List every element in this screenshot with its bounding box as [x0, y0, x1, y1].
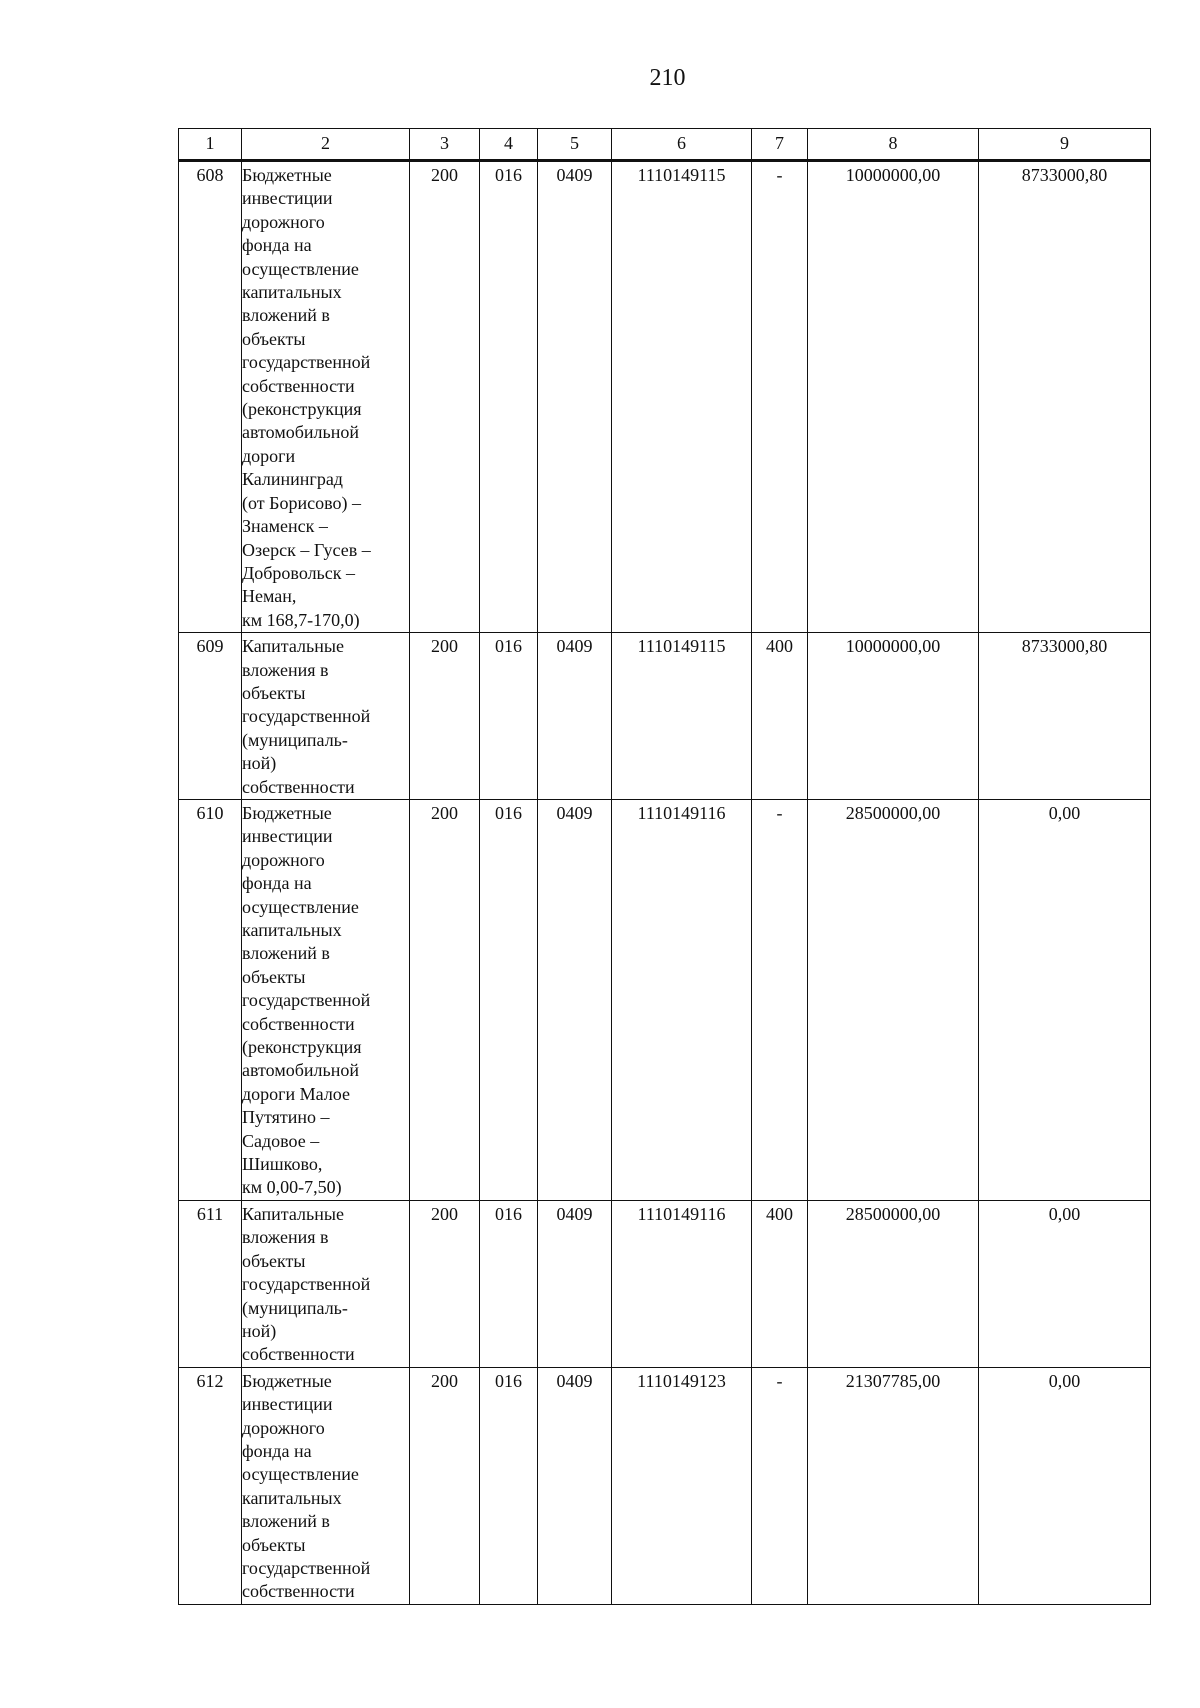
description-line: (реконструкция: [242, 1037, 362, 1058]
description-line: (муниципаль-: [242, 729, 348, 750]
description-line: ной): [242, 753, 277, 774]
description-line: объекты: [242, 1250, 306, 1271]
department-code-cell: 016: [480, 1200, 538, 1367]
row-number-cell: 610: [179, 799, 242, 1200]
description-line: (муниципаль-: [242, 1297, 348, 1318]
description-line: собственности: [242, 1581, 355, 1602]
description-line: собственности: [242, 1344, 355, 1365]
description-line: инвестиции: [242, 188, 333, 209]
section-code-cell: 0409: [538, 633, 612, 800]
description-line: ной): [242, 1320, 277, 1341]
executed-amount-cell: 8733000,80: [979, 161, 1151, 633]
expense-type-cell: -: [752, 799, 808, 1200]
column-header: 6: [612, 129, 752, 161]
description-line: Неман,: [242, 586, 297, 607]
expense-type-cell: 400: [752, 1200, 808, 1367]
column-header: 7: [752, 129, 808, 161]
description-line: (реконструкция: [242, 399, 362, 420]
target-article-cell: 1110149116: [612, 1200, 752, 1367]
description-line: автомобильной: [242, 422, 359, 443]
description-line: вложения в: [242, 1227, 329, 1248]
ministry-code-cell: 200: [410, 633, 480, 800]
description-line: объекты: [242, 966, 306, 987]
description-line: фонда на: [242, 1440, 312, 1461]
description-line: объекты: [242, 328, 306, 349]
description-line: дороги Малое: [242, 1083, 351, 1104]
description-line: (от Борисово) –: [242, 492, 361, 513]
description-line: дороги: [242, 445, 296, 466]
section-code-cell: 0409: [538, 1200, 612, 1367]
description-line: государственной: [242, 1274, 371, 1295]
expense-type-cell: -: [752, 1367, 808, 1604]
planned-amount-cell: 28500000,00: [808, 1200, 979, 1367]
description-line: Шишково,: [242, 1154, 323, 1175]
planned-amount-cell: 21307785,00: [808, 1367, 979, 1604]
executed-amount-cell: 0,00: [979, 799, 1151, 1200]
description-cell: [242, 799, 410, 1200]
planned-amount-cell: 28500000,00: [808, 799, 979, 1200]
column-header: 5: [538, 129, 612, 161]
section-code-cell: 0409: [538, 799, 612, 1200]
description-line: инвестиции: [242, 1394, 333, 1415]
column-header: 1: [179, 129, 242, 161]
description-line: вложений в: [242, 1511, 330, 1532]
table-row: [179, 799, 1151, 1200]
ministry-code-cell: 200: [410, 161, 480, 633]
row-number-cell: 611: [179, 1200, 242, 1367]
description-line: Садовое –: [242, 1130, 320, 1151]
description-line: капитальных: [242, 282, 342, 303]
target-article-cell: 1110149116: [612, 799, 752, 1200]
description-line: автомобильной: [242, 1060, 359, 1081]
executed-amount-cell: 0,00: [979, 1200, 1151, 1367]
table-row: [179, 1367, 1151, 1604]
column-header: 2: [242, 129, 410, 161]
description-line: осуществление: [242, 1464, 359, 1485]
department-code-cell: 016: [480, 1367, 538, 1604]
expense-type-cell: 400: [752, 633, 808, 800]
page-number: 210: [649, 65, 686, 91]
description-line: км 0,00-7,50): [242, 1177, 342, 1198]
ministry-code-cell: 200: [410, 799, 480, 1200]
description-line: вложения в: [242, 659, 329, 680]
description-line: Бюджетные: [242, 165, 332, 185]
table-header-row: [179, 129, 1151, 161]
description-line: государственной: [242, 990, 371, 1011]
description-line: дорожного: [242, 1417, 325, 1438]
description-line: км 168,7-170,0): [242, 609, 360, 630]
target-article-cell: 1110149123: [612, 1367, 752, 1604]
description-line: осуществление: [242, 896, 359, 917]
description-line: объекты: [242, 682, 306, 703]
description-line: фонда на: [242, 235, 312, 256]
description-line: вложений в: [242, 305, 330, 326]
column-header: 8: [808, 129, 979, 161]
ministry-code-cell: 200: [410, 1200, 480, 1367]
row-number-cell: 609: [179, 633, 242, 800]
column-header: 9: [979, 129, 1151, 161]
target-article-cell: 1110149115: [612, 161, 752, 633]
ministry-code-cell: 200: [410, 1367, 480, 1604]
description-line: Бюджетные: [242, 802, 332, 823]
description-cell: [242, 633, 410, 800]
description-line: инвестиции: [242, 826, 333, 847]
description-line: государственной: [242, 1557, 371, 1578]
description-line: государственной: [242, 352, 371, 373]
description-line: государственной: [242, 706, 371, 727]
description-line: объекты: [242, 1534, 306, 1555]
planned-amount-cell: 10000000,00: [808, 633, 979, 800]
description-line: собственности: [242, 1013, 355, 1034]
description-line: Озерск – Гусев –: [242, 539, 371, 560]
section-code-cell: 0409: [538, 161, 612, 633]
department-code-cell: 016: [480, 799, 538, 1200]
description-line: Знаменск –: [242, 516, 328, 537]
executed-amount-cell: 0,00: [979, 1367, 1151, 1604]
row-number-cell: 608: [179, 161, 242, 633]
budget-table: [178, 128, 1151, 1605]
section-code-cell: 0409: [538, 1367, 612, 1604]
target-article-cell: 1110149115: [612, 633, 752, 800]
table-row: [179, 1200, 1151, 1367]
description-line: Капитальные: [242, 1203, 344, 1224]
description-cell: [242, 1200, 410, 1367]
table-row: [179, 633, 1151, 800]
row-number-cell: 612: [179, 1367, 242, 1604]
department-code-cell: 016: [480, 633, 538, 800]
description-cell: [242, 161, 410, 633]
table-row: [179, 161, 1151, 633]
description-line: дорожного: [242, 211, 325, 232]
description-line: собственности: [242, 375, 355, 396]
description-line: Бюджетные: [242, 1370, 332, 1391]
description-line: Путятино –: [242, 1107, 330, 1128]
description-line: Калининград: [242, 469, 343, 490]
description-line: вложений в: [242, 943, 330, 964]
description-line: капитальных: [242, 920, 342, 940]
executed-amount-cell: 8733000,80: [979, 633, 1151, 800]
description-line: Добровольск –: [242, 562, 356, 583]
planned-amount-cell: 10000000,00: [808, 161, 979, 633]
description-line: собственности: [242, 776, 355, 797]
description-cell: [242, 1367, 410, 1604]
description-line: осуществление: [242, 258, 359, 279]
description-line: фонда на: [242, 873, 312, 894]
description-line: Капитальные: [242, 636, 344, 657]
description-line: капитальных: [242, 1487, 342, 1508]
table-body: [179, 161, 1151, 1605]
department-code-cell: 016: [480, 161, 538, 633]
column-header: 3: [410, 129, 480, 161]
expense-type-cell: -: [752, 161, 808, 633]
column-header: 4: [480, 129, 538, 161]
description-line: дорожного: [242, 849, 325, 870]
